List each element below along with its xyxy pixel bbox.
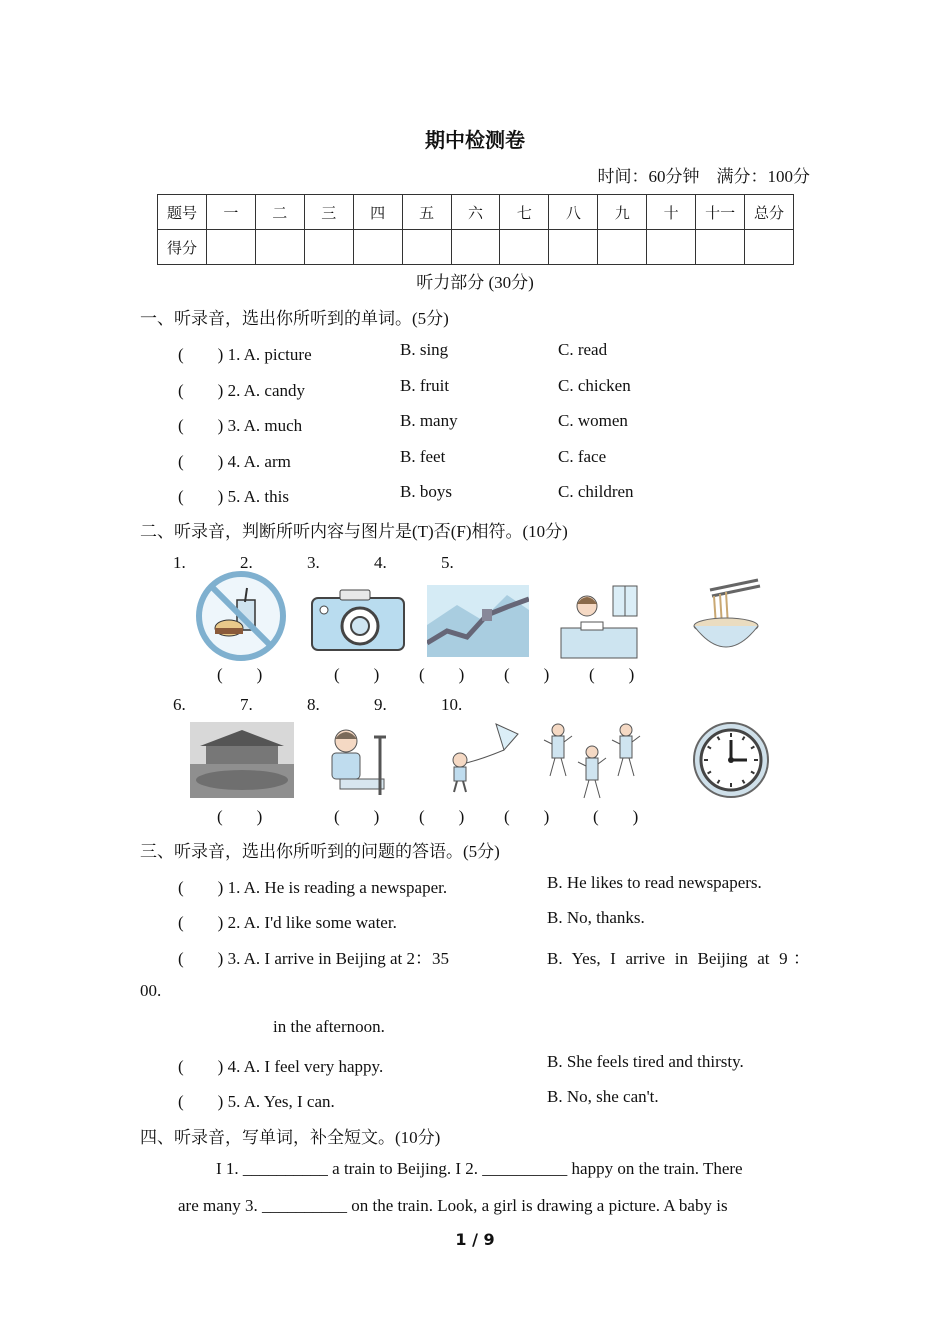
table-cell: 得分 xyxy=(158,230,207,265)
score-cell[interactable] xyxy=(353,230,402,265)
part1-option-b: B. boys xyxy=(400,482,452,501)
tai-chi-icon xyxy=(540,718,644,802)
part1-option-c: C. chicken xyxy=(558,376,631,395)
score-cell[interactable] xyxy=(500,230,549,265)
score-cell[interactable] xyxy=(402,230,451,265)
part1-option-c: C. face xyxy=(558,447,607,466)
part1-option-c: C. women xyxy=(558,411,628,430)
camera-icon xyxy=(310,588,406,652)
part3-option-b: B. She feels tired and thirsty. xyxy=(547,1052,744,1071)
picture-number: 2. xyxy=(240,553,253,572)
part3-option-a: ( ) 4. A. I feel very happy. xyxy=(178,1057,384,1076)
part3-option-b-continued: 00. xyxy=(140,981,162,1000)
table-cell: 二 xyxy=(255,195,304,230)
table-cell: 六 xyxy=(451,195,500,230)
picture-number: 3. xyxy=(307,553,320,572)
score-cell[interactable] xyxy=(598,230,647,265)
page-number: 1 / 9 xyxy=(455,1230,495,1249)
part1-question: ( ) 4. A. arm xyxy=(178,452,291,471)
part3-option-b: B. Yes, I arrive in Beijing at 9： xyxy=(547,949,810,968)
score-cell[interactable] xyxy=(304,230,353,265)
part3-option-b: B. No, thanks. xyxy=(547,908,645,927)
part1-option-c: C. read xyxy=(558,340,608,359)
girl-kite-icon xyxy=(440,720,524,796)
table-cell: 一 xyxy=(206,195,255,230)
part3-option-a: ( ) 5. A. Yes, I can. xyxy=(178,1092,335,1111)
table-cell: 七 xyxy=(500,195,549,230)
page-title: 期中检测卷 xyxy=(425,128,525,152)
part1-option-b: B. feet xyxy=(400,447,446,466)
clock-icon xyxy=(691,720,771,800)
part1-heading: 一、听录音，选出你所听到的单词。(5分) xyxy=(140,309,449,328)
part1-question: ( ) 3. A. much xyxy=(178,416,303,435)
picture-number: 9. xyxy=(374,695,387,714)
picture-number: 7. xyxy=(240,695,253,714)
part1-option-b: B. sing xyxy=(400,340,449,359)
score-cell[interactable] xyxy=(255,230,304,265)
boy-crutch-icon xyxy=(320,725,396,801)
passage-line: I 1. __________ a train to Beijing. I 2. __________ happy on the train. There xyxy=(216,1159,743,1178)
passage-line: are many 3. __________ on the train. Look, a girl is drawing a picture. A baby is xyxy=(178,1196,728,1215)
table-cell: 题号 xyxy=(158,195,207,230)
picture-number: 1. xyxy=(173,553,186,572)
part1-question: ( ) 5. A. this xyxy=(178,487,289,506)
part1-option-b: B. fruit xyxy=(400,376,450,395)
answer-blank[interactable]: ( ) xyxy=(217,665,263,684)
answer-blank[interactable]: ( ) xyxy=(504,807,550,826)
no-food-sign-icon xyxy=(195,570,287,662)
score-cell[interactable] xyxy=(647,230,696,265)
answer-blank[interactable]: ( ) xyxy=(589,665,635,684)
part3-option-a: ( ) 3. A. I arrive in Beijing at 2：35 xyxy=(178,949,450,968)
part1-option-b: B. many xyxy=(400,411,458,430)
part3-option-b: B. No, she can't. xyxy=(547,1087,659,1106)
answer-blank[interactable]: ( ) xyxy=(419,665,465,684)
score-cell[interactable] xyxy=(549,230,598,265)
table-cell: 总分 xyxy=(745,195,794,230)
score-table-header-row xyxy=(158,195,794,230)
picture-number: 5. xyxy=(441,553,454,572)
great-wall-icon xyxy=(427,585,529,657)
picture-number: 4. xyxy=(374,553,387,572)
table-cell: 八 xyxy=(549,195,598,230)
part3-option-a-continued: in the afternoon. xyxy=(273,1017,385,1036)
score-cell[interactable] xyxy=(745,230,794,265)
picture-number: 6. xyxy=(173,695,186,714)
part4-heading: 四、听录音，写单词，补全短文。(10分) xyxy=(140,1128,441,1147)
picture-number: 10. xyxy=(441,695,463,714)
score-cell[interactable] xyxy=(206,230,255,265)
table-cell: 三 xyxy=(304,195,353,230)
part3-heading: 三、听录音，选出你所听到的问题的答语。(5分) xyxy=(140,842,500,861)
score-cell[interactable] xyxy=(696,230,745,265)
table-cell: 九 xyxy=(598,195,647,230)
answer-blank[interactable]: ( ) xyxy=(419,807,465,826)
picture-number: 8. xyxy=(307,695,320,714)
part3-option-b: B. He likes to read newspapers. xyxy=(547,873,762,892)
part1-question: ( ) 1. A. picture xyxy=(178,345,312,364)
score-cell[interactable] xyxy=(451,230,500,265)
part1-question: ( ) 2. A. candy xyxy=(178,381,306,400)
table-cell: 四 xyxy=(353,195,402,230)
noodles-icon xyxy=(690,576,762,660)
part3-option-a: ( ) 2. A. I'd like some water. xyxy=(178,913,397,932)
answer-blank[interactable]: ( ) xyxy=(593,807,639,826)
table-cell: 十一 xyxy=(696,195,745,230)
score-table-score-row xyxy=(158,230,794,265)
answer-blank[interactable]: ( ) xyxy=(217,807,263,826)
score-table xyxy=(157,194,794,265)
table-cell: 十 xyxy=(647,195,696,230)
listening-title: 听力部分 (30分) xyxy=(416,273,534,292)
answer-blank[interactable]: ( ) xyxy=(334,807,380,826)
girl-reading-icon xyxy=(557,582,641,660)
part2-heading: 二、听录音，判断所听内容与图片是(T)否(F)相符。(10分) xyxy=(140,522,568,541)
answer-blank[interactable]: ( ) xyxy=(504,665,550,684)
part3-option-a: ( ) 1. A. He is reading a newspaper. xyxy=(178,878,448,897)
answer-blank[interactable]: ( ) xyxy=(334,665,380,684)
tiananmen-icon xyxy=(190,722,294,798)
table-cell: 五 xyxy=(402,195,451,230)
part1-option-c: C. children xyxy=(558,482,634,501)
exam-meta: 时间：60分钟 满分：100分 xyxy=(597,167,810,186)
